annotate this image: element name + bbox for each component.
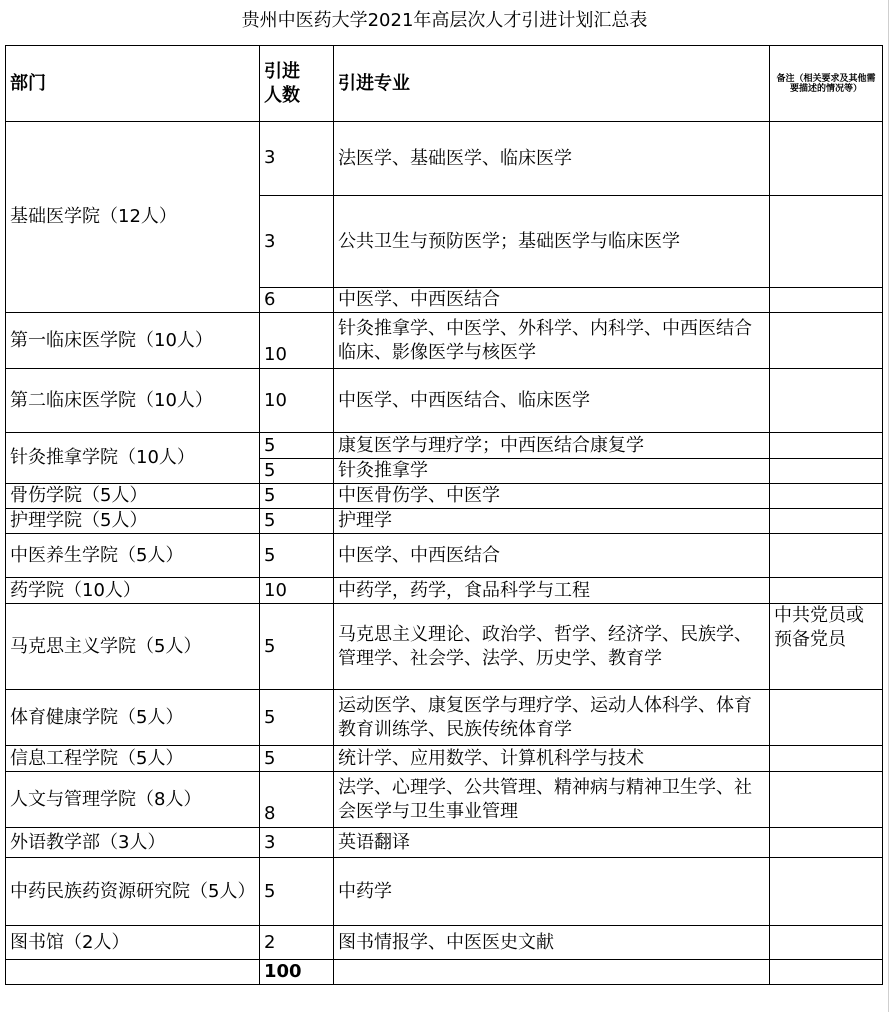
remark-cell [770,926,883,960]
major-cell: 法医学、基础医学、临床医学 [334,122,770,196]
count-cell: 10 [260,578,334,604]
remark-cell [770,122,883,196]
major-cell: 公共卫生与预防医学；基础医学与临床医学 [334,196,770,288]
count-cell: 10 [260,369,334,433]
remark-cell [770,369,883,433]
total-major-cell [334,960,770,985]
table-row [6,772,883,828]
major-cell: 针灸推拿学、中医学、外科学、内科学、中西医结合临床、影像医学与核医学 [334,313,770,369]
major-cell: 康复医学与理疗学；中西医结合康复学 [334,433,770,459]
remark-cell [770,313,883,369]
header-count [260,46,334,122]
major-cell: 图书情报学、中医医史文献 [334,926,770,960]
remark-cell [770,690,883,746]
major-cell: 法学、心理学、公共管理、精神病与精神卫生学、社会医学与卫生事业管理 [334,772,770,828]
table-row [6,578,883,604]
major-cell: 中药学，药学，食品科学与工程 [334,578,770,604]
table-row [6,313,883,369]
table-row [6,369,883,433]
table-row [6,746,883,772]
remark-cell [770,433,883,459]
dept-cell: 信息工程学院（5人） [6,746,260,772]
total-row [6,960,883,985]
count-cell: 5 [260,604,334,690]
count-cell: 5 [260,459,334,484]
dept-cell: 药学院（10人） [6,578,260,604]
count-cell: 5 [260,509,334,534]
total-remark-cell [770,960,883,985]
table-row [6,484,883,509]
count-cell: 5 [260,433,334,459]
dept-cell: 骨伤学院（5人） [6,484,260,509]
major-cell: 运动医学、康复医学与理疗学、运动人体科学、体育教育训练学、民族传统体育学 [334,690,770,746]
major-cell: 英语翻译 [334,828,770,858]
header-count-line1: 引进 [264,60,300,82]
count-cell: 2 [260,926,334,960]
dept-cell: 第一临床医学院（10人） [6,313,260,369]
count-cell: 5 [260,746,334,772]
header-major: 引进专业 [334,46,770,122]
count-cell: 5 [260,484,334,509]
dept-cell: 马克思主义学院（5人） [6,604,260,690]
total-count-cell: 100 [260,960,334,985]
count-cell: 10 [260,313,334,369]
table-row [6,926,883,960]
major-cell: 护理学 [334,509,770,534]
remark-cell [770,578,883,604]
major-cell: 中药学 [334,858,770,926]
remark-cell [770,772,883,828]
header-count-line2: 人数 [264,84,300,106]
dept-cell: 第二临床医学院（10人） [6,369,260,433]
remark-cell [770,196,883,288]
total-dept-cell [6,960,260,985]
count-cell: 5 [260,534,334,578]
major-cell: 中医学、中西医结合 [334,288,770,313]
table-row [6,534,883,578]
header-remark: 备注（相关要求及其他需要描述的情况等） [770,46,883,122]
major-cell: 中医学、中西医结合、临床医学 [334,369,770,433]
remark-cell [770,484,883,509]
table-row [6,509,883,534]
count-cell: 3 [260,122,334,196]
table-row [6,690,883,746]
remark-cell [770,858,883,926]
count-cell: 3 [260,196,334,288]
count-cell: 8 [260,772,334,828]
major-cell: 针灸推拿学 [334,459,770,484]
dept-cell: 基础医学院（12人） [6,122,260,313]
count-cell: 3 [260,828,334,858]
major-cell: 统计学、应用数学、计算机科学与技术 [334,746,770,772]
remark-cell [770,746,883,772]
dept-cell: 图书馆（2人） [6,926,260,960]
dept-cell: 针灸推拿学院（10人） [6,433,260,484]
dept-cell: 外语教学部（3人） [6,828,260,858]
major-cell: 中医学、中西医结合 [334,534,770,578]
dept-cell: 中医养生学院（5人） [6,534,260,578]
major-cell: 中医骨伤学、中医学 [334,484,770,509]
table-row [6,122,883,196]
table-row [6,828,883,858]
dept-cell: 人文与管理学院（8人） [6,772,260,828]
count-cell: 5 [260,858,334,926]
remark-cell [770,288,883,313]
talent-plan-table [5,45,883,985]
remark-cell [770,534,883,578]
table-row [6,858,883,926]
table-row [6,433,883,459]
remark-cell [770,509,883,534]
header-dept: 部门 [6,46,260,122]
dept-cell: 护理学院（5人） [6,509,260,534]
table-title: 贵州中医药大学2021年高层次人才引进计划汇总表 [241,10,648,31]
dept-cell: 体育健康学院（5人） [6,690,260,746]
count-cell: 6 [260,288,334,313]
dept-cell: 中药民族药资源研究院（5人） [6,858,260,926]
major-cell: 马克思主义理论、政治学、哲学、经济学、民族学、管理学、社会学、法学、历史学、教育学 [334,604,770,690]
remark-cell: 中共党员或预备党员 [770,604,883,690]
remark-cell [770,459,883,484]
table-row [6,604,883,690]
remark-cell [770,828,883,858]
count-cell: 5 [260,690,334,746]
